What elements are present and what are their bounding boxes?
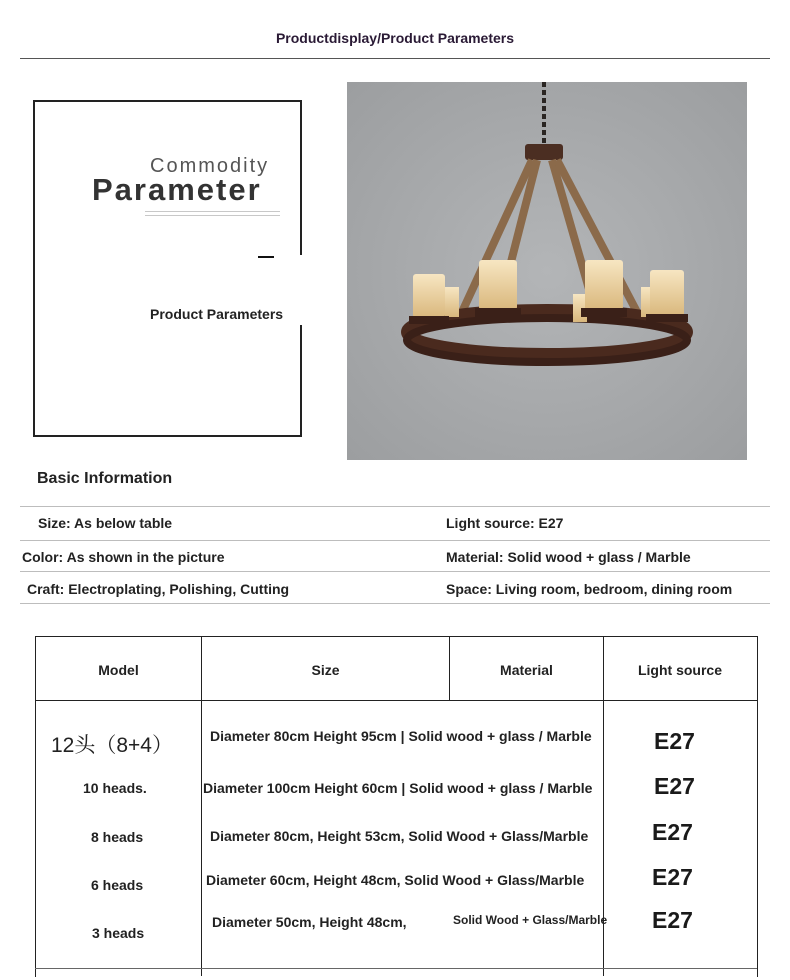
page-title: Productdisplay/Product Parameters xyxy=(275,30,515,46)
basic-info-title: Basic Information xyxy=(37,470,173,487)
header-material: Material xyxy=(500,662,553,678)
row-model: 10 heads. xyxy=(83,780,147,796)
info-craft: Craft: Electroplating, Polishing, Cutting xyxy=(27,581,290,597)
row-size: Diameter 50cm, Height 48cm, xyxy=(212,914,407,930)
header-model: Model xyxy=(98,662,139,678)
info-color: Color: As shown in the picture xyxy=(22,549,225,565)
header-size: Size xyxy=(311,662,340,678)
row-size: Diameter 80cm Height 95cm | Solid wood + glass / Marble xyxy=(210,728,592,744)
row-light-source: E27 xyxy=(652,864,693,890)
header-light-source: Light source xyxy=(637,662,722,678)
parameter-heading: Parameter xyxy=(92,172,262,207)
info-divider xyxy=(20,603,770,604)
row-model: 3 heads xyxy=(92,925,145,941)
row-size: Diameter 60cm, Height 48cm, Solid Wood + Glass/Marble xyxy=(206,872,585,888)
short-dash xyxy=(258,256,274,258)
info-divider xyxy=(20,506,770,507)
info-divider xyxy=(20,571,770,572)
frame-gap xyxy=(298,255,304,325)
row-material: Solid Wood + Glass/Marble xyxy=(453,913,608,927)
row-size: Diameter 80cm, Height 53cm, Solid Wood + Glass/Marble xyxy=(210,828,589,844)
chandelier-illustration xyxy=(347,82,747,460)
row-model: 8 heads xyxy=(91,829,144,845)
decorative-fine-print xyxy=(145,211,280,219)
table-column-divider xyxy=(201,636,202,976)
row-model: 6 heads xyxy=(91,877,144,893)
row-light-source: E27 xyxy=(654,728,695,754)
info-space: Space: Living room, bedroom, dining room xyxy=(446,581,733,597)
product-parameters-label: Product Parameters xyxy=(150,306,284,322)
info-divider xyxy=(20,540,770,541)
commodity-frame xyxy=(33,100,302,437)
row-light-source: E27 xyxy=(652,819,693,845)
row-light-source: E27 xyxy=(654,773,695,799)
info-material: Material: Solid wood + glass / Marble xyxy=(446,549,691,565)
info-light-source: Light source: E27 xyxy=(446,515,564,531)
row-model: 12头（8+4） xyxy=(51,734,173,757)
header-divider xyxy=(20,58,770,59)
info-size: Size: As below table xyxy=(38,515,173,531)
row-size: Diameter 100cm Height 60cm | Solid wood + glass / Marble xyxy=(203,780,593,796)
product-photo xyxy=(347,82,747,460)
row-light-source: E27 xyxy=(652,907,693,933)
commodity-heading: Commodity xyxy=(150,155,270,177)
table-header-divider xyxy=(35,700,757,701)
table-bottom-line xyxy=(35,968,757,969)
